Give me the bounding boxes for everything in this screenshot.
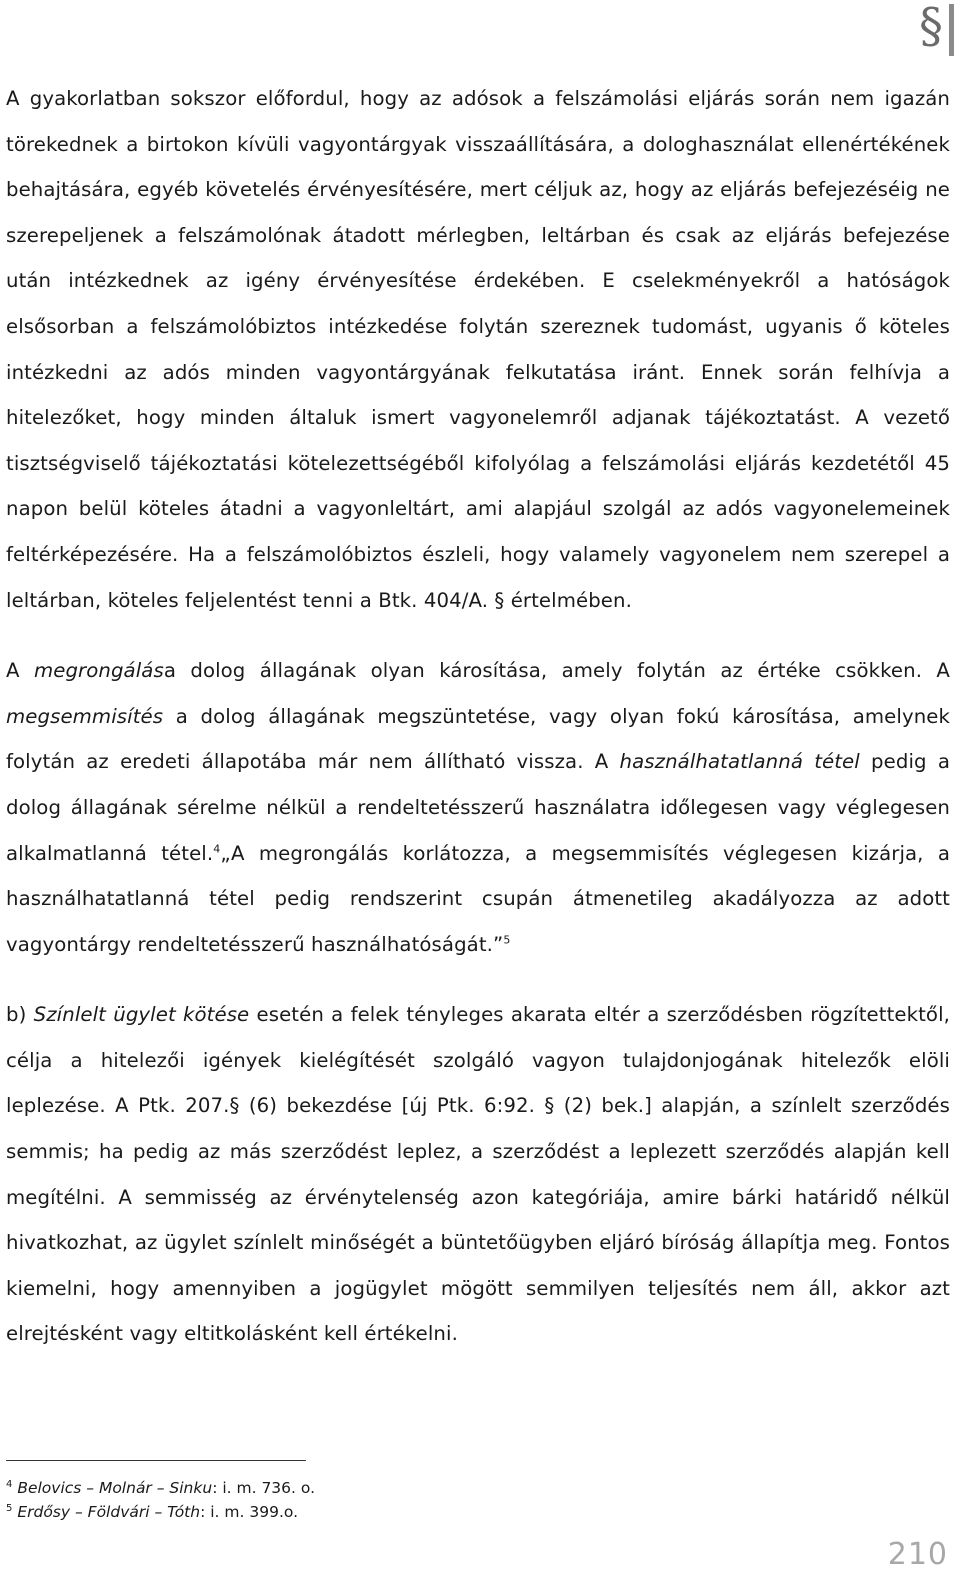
p2-text-2: a dolog állagának olyan károsítása, amely folytán az értéke csökken. A	[163, 659, 950, 683]
footnote-ref: : i. m. 399.o.	[200, 1503, 299, 1521]
footnote-ref: : i. m. 736. o.	[212, 1479, 316, 1497]
footnote-number: 4	[6, 1478, 13, 1490]
footnote-5	[6, 1500, 315, 1524]
p2-text-1: A	[6, 659, 34, 683]
footnote-ref-5[interactable]: 5	[503, 933, 511, 947]
term-szinlelt-ugylet: Színlelt ügylet kötése	[33, 1003, 250, 1027]
term-megrongalas: megrongálás	[33, 659, 164, 683]
p2-text-3: a dolog állagának megszüntetése, vagy olyan fokú károsítása, amelynek folytán az eredeti állapotába már nem állítható vissza. A	[6, 704, 950, 774]
paragraph-1: A gyakorlatban sokszor előfordul, hogy az adósok a felszámolási eljárás során nem igazán törekednek a birtokon kívüli vagyontárgyak visszaállítására, a dologhasználat ellenértékének behajtására, egyéb követelés érvényesítésére, mert céljuk az, hogy az eljárás befejezéséig ne szerepeljenek a felszámolónak átadott mérlegben, leltárban és csak az eljárás befejezése után intézkednek az igény érvényesítése érdekében. E cselekményekről a hatóságok elsősorban a felszámolóbiztos intézkedése folytán szereznek tudomást, ugyanis ő köteles intézkedni az adós minden vagyontárgyának felkutatása iránt. Ennek során felhívja a hitelezőket, hogy minden általuk ismert vagyonelemről adjanak tájékoztatást. A vezető tisztségviselő tájékoztatási kötelezettségéből kifolyólag a felszámolási eljárás kezdetétől 45 napon belül köteles átadni a vagyonleltárt, ami alapjául szolgál az adós vagyonelemeinek feltérképezésére. Ha a felszámolóbiztos észleli, hogy valamely vagyonelem nem szerepel a leltárban, köteles feljelentést tenni a Btk. 404/A. § értelmében.	[6, 87, 950, 612]
term-hasznalhatatlanna-tetel: használhatatlanná tétel	[619, 750, 860, 774]
paragraph-2	[6, 648, 950, 967]
footnote-number: 5	[6, 1502, 13, 1514]
main-content	[6, 76, 950, 1357]
term-megsemmisites: megsemmisítés	[6, 704, 164, 728]
footnote-4	[6, 1476, 315, 1500]
p2-quote: „A megrongálás korlátozza, a megsemmisítés véglegesen kizárja, a használhatatlanná tétel pedig rendszerint csupán átmenetileg akadályozza az adott vagyontárgy rendeltetésszerű használhatóságát.”	[6, 841, 950, 956]
footnote-divider	[6, 1460, 306, 1461]
paragraph-3	[6, 992, 950, 1357]
p3-prefix: b)	[6, 1003, 34, 1027]
footnote-ref-4[interactable]: 4	[213, 841, 221, 855]
page-number: 210	[887, 1537, 948, 1572]
section-symbol-icon: §	[919, 0, 943, 54]
footnote-authors: Belovics – Molnár – Sinku	[17, 1479, 213, 1497]
footnotes	[6, 1476, 315, 1524]
section-logo	[919, 2, 954, 56]
footnote-authors: Erdősy – Földvári – Tóth	[17, 1503, 201, 1521]
p3-text: esetén a felek tényleges akarata eltér a szerződésben rögzítettektől, célja a hitelezői igények kielégítését szolgáló vagyon tulajdonjogának hitelezők elöli leplezése. A Ptk. 207.§ (6) bekezdése [új Ptk. 6:92. § (2) bek.] alapján, a színlelt szerződés semmis; ha pedig az más szerződést leplez, a szerződést a leplezett szerződés alapján kell megítélni. A semmisség az érvénytelenség azon kategóriája, amire bárki határidő nélkül hivatkozhat, az ügylet színlelt minőségét a büntetőügyben eljáró bíróság állapítja meg. Fontos kiemelni, hogy amennyiben a jogügylet mögött semmilyen teljesítés nem áll, akkor azt elrejtésként vagy eltitkolásként kell értékelni.	[6, 1003, 950, 1346]
logo-bar	[949, 4, 954, 56]
p2-text-4: pedig a dolog állagának sérelme nélkül a rendeltetésszerű használatra időlegesen vagy véglegesen alkalmatlanná tétel.	[6, 750, 950, 865]
